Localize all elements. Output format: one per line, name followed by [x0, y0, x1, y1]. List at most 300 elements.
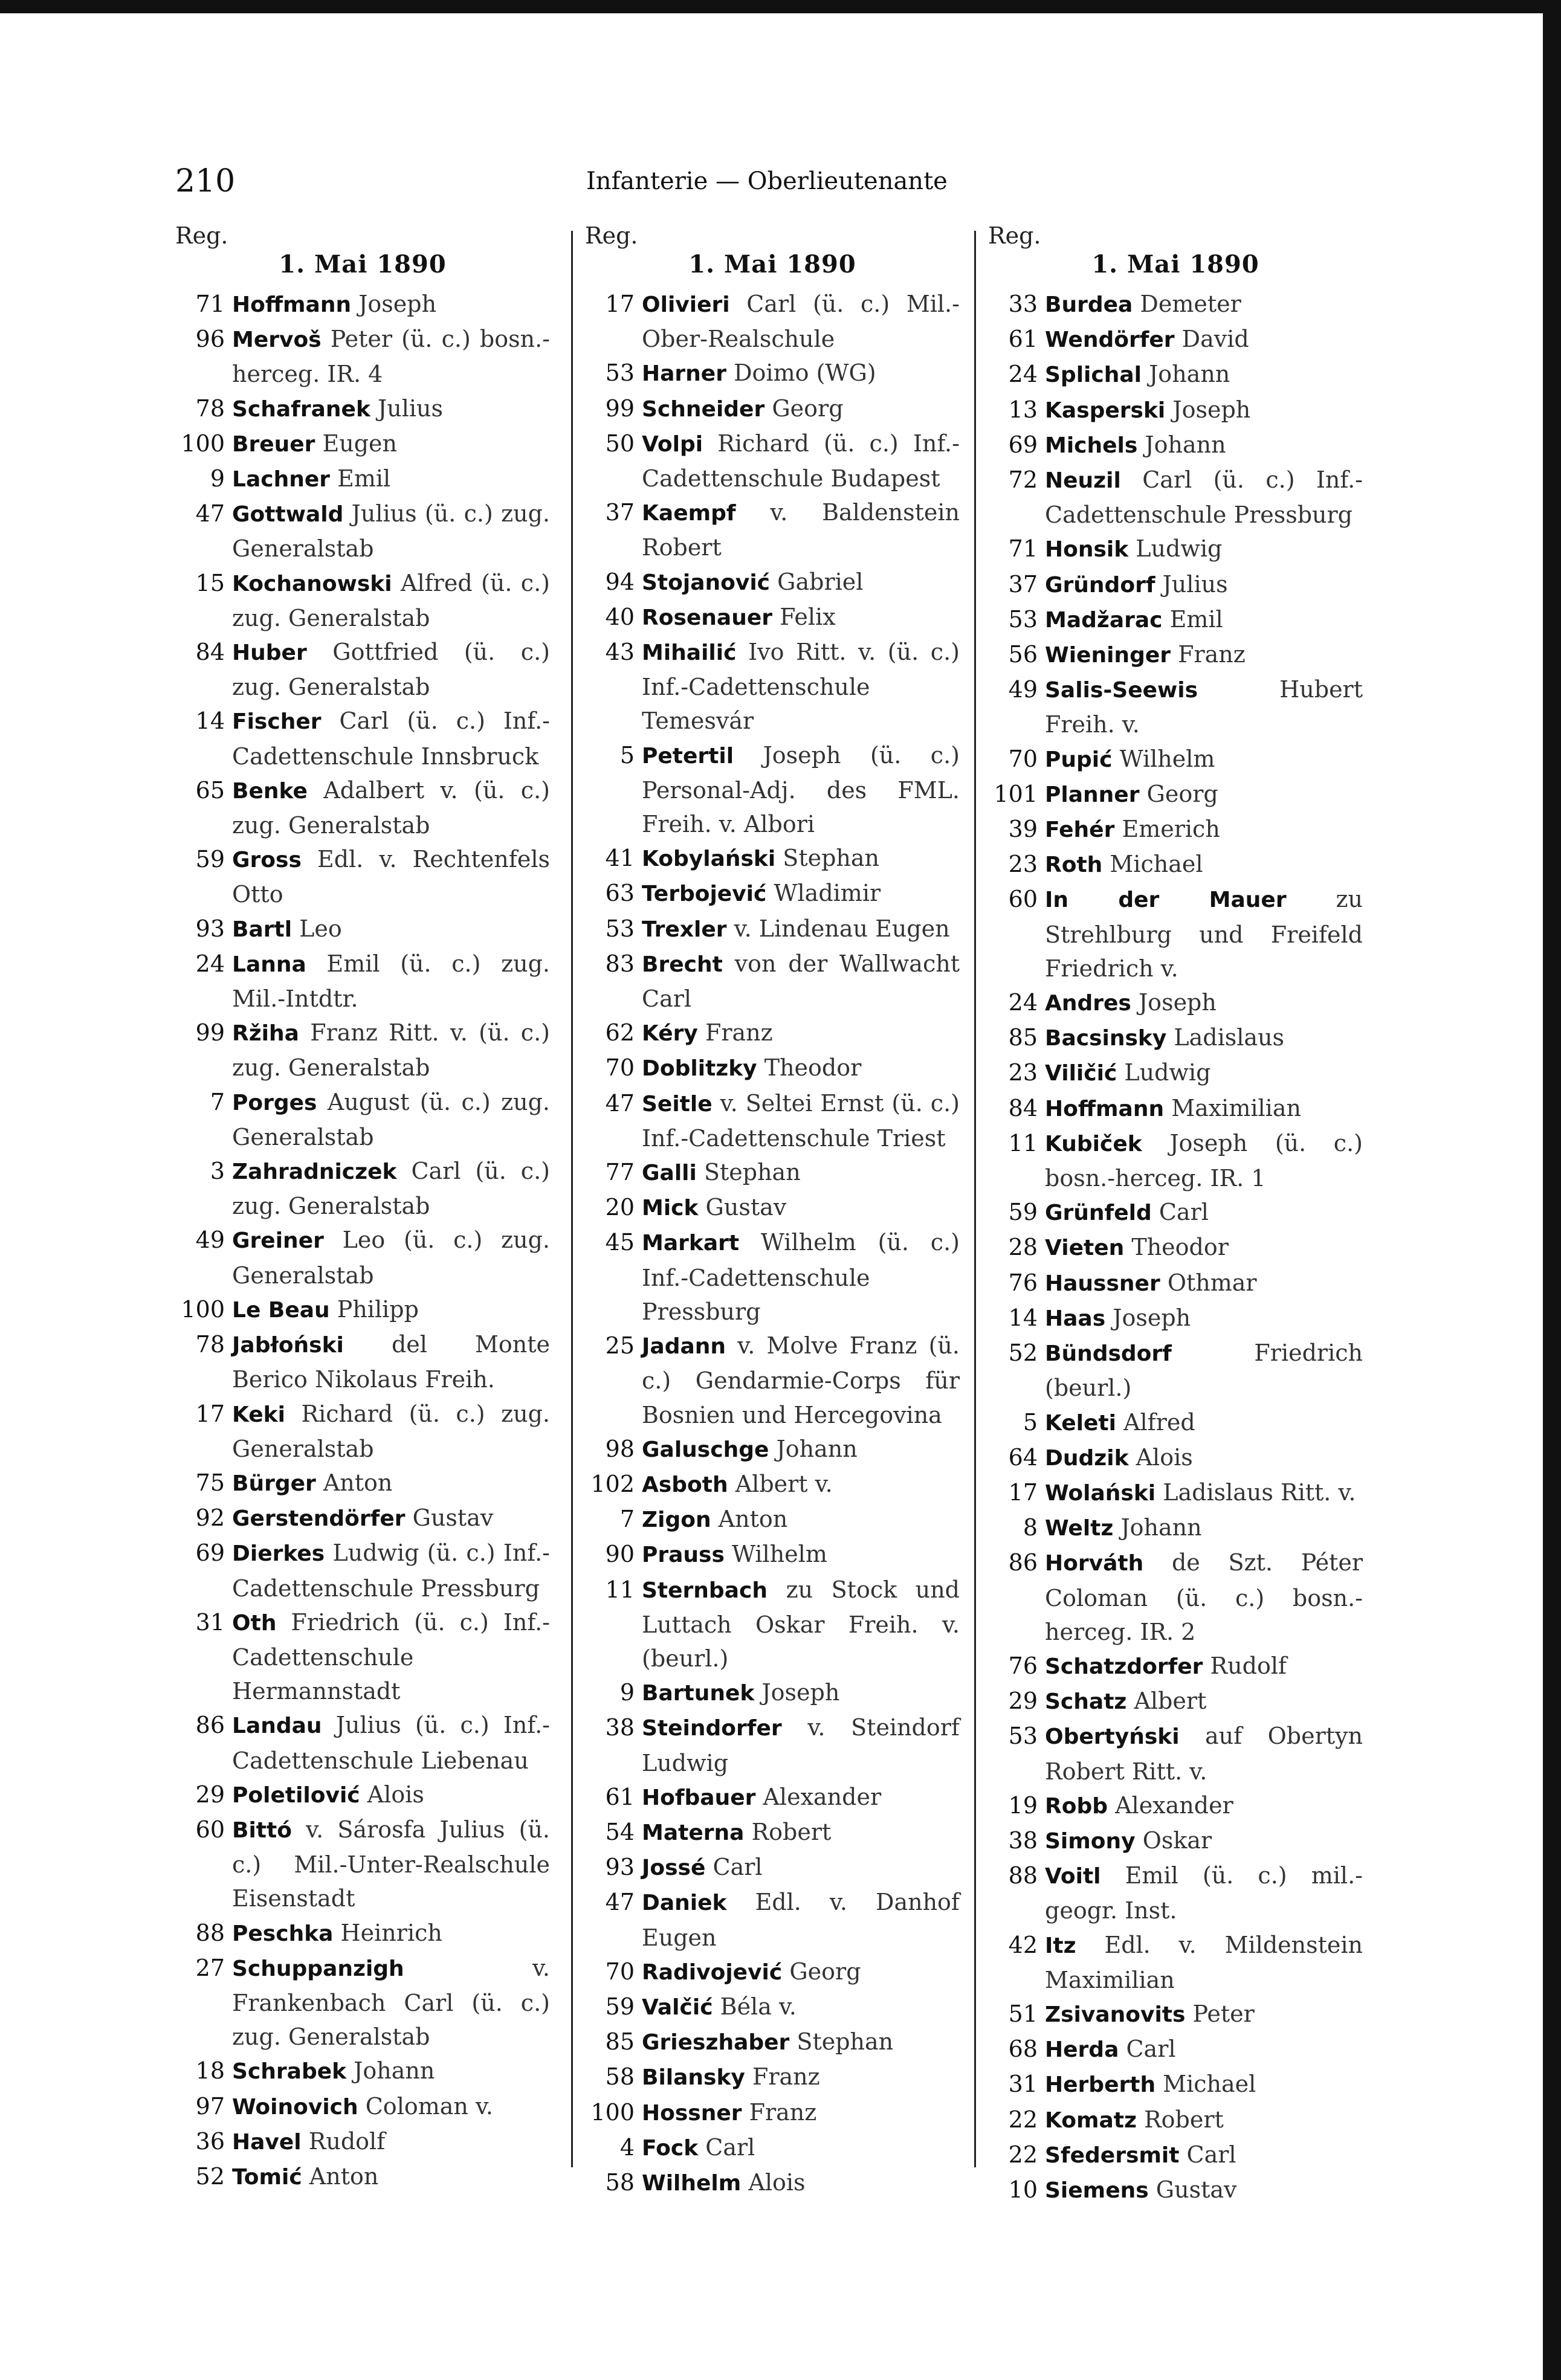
entry-text: [232, 1016, 550, 1085]
regiment-number: 68: [1008, 2036, 1038, 2063]
entry-row: [988, 602, 1363, 637]
officer-surname: Jossé: [642, 1856, 706, 1881]
officer-details: von der Wallwacht Carl: [642, 950, 960, 1013]
entry-row: [175, 1154, 550, 1223]
officer-surname: Wendörfer: [1045, 327, 1175, 353]
entry-row: [988, 847, 1363, 882]
officer-details: Carl: [705, 2133, 755, 2161]
officer-surname: Komatz: [1045, 2107, 1137, 2133]
officer-surname: Hoffmann: [1045, 1096, 1165, 1121]
entry-row: [988, 1475, 1363, 1511]
officer-surname: Bartl: [232, 917, 292, 942]
officer-details: Joseph: [761, 1679, 840, 1706]
regiment-number: 33: [1008, 291, 1038, 317]
regiment-number: 61: [605, 1783, 635, 1810]
scan-border-right: [1543, 0, 1561, 2380]
regiment-number: 84: [1008, 1094, 1038, 1121]
entry-row: [585, 1225, 960, 1329]
column-middle: [585, 222, 960, 2201]
entry-row: [988, 1336, 1363, 1405]
regiment-number: 56: [1008, 641, 1038, 668]
officer-surname: Valčić: [642, 1995, 713, 2020]
entry-text: [232, 912, 550, 947]
entry-row: [988, 742, 1363, 777]
entry-text: [1045, 1684, 1363, 1719]
officer-details: Doimo (WG): [734, 360, 876, 387]
entry-row: [585, 1711, 960, 1779]
regiment-number: 100: [181, 1295, 225, 1323]
officer-surname: Pupić: [1045, 747, 1113, 772]
regiment-number: 7: [210, 1088, 225, 1115]
regiment-number: 76: [1008, 1652, 1038, 1679]
regiment-number: 100: [181, 430, 225, 457]
officer-details: Béla v.: [720, 1993, 797, 2020]
entry-text: [1045, 777, 1363, 812]
entry-text: [1045, 672, 1363, 741]
entry-text: [642, 1780, 960, 1815]
officer-details: Albert: [1134, 1688, 1207, 1715]
entry-row: [585, 1815, 960, 1850]
regiment-number: 45: [605, 1229, 635, 1256]
officer-surname: Burdea: [1045, 292, 1133, 317]
entry-text: [232, 1466, 550, 1501]
entry-row: [175, 322, 550, 391]
entry-text: [232, 1813, 550, 1916]
regiment-number: 90: [605, 1541, 635, 1568]
regiment-number: 78: [195, 395, 225, 422]
running-head: Infanterie — Oberlieutenante: [586, 167, 948, 195]
entry-text: [1045, 1440, 1363, 1475]
entry-text: [232, 1708, 550, 1777]
entry-row: [585, 841, 960, 876]
entry-row: [175, 1085, 550, 1154]
entry-text: [232, 2159, 550, 2195]
regiment-number: 36: [195, 2127, 225, 2155]
officer-details: Emil: [1169, 605, 1223, 633]
officer-details: Eugen: [322, 430, 398, 457]
officer-surname: Splichal: [1045, 363, 1142, 388]
entry-row: [175, 773, 550, 842]
entry-text: [642, 635, 960, 738]
entry-list: [988, 287, 1363, 2208]
entry-text: [232, 427, 550, 462]
officer-surname: Wilhelm: [642, 2170, 742, 2196]
entry-row: [175, 566, 550, 635]
regiment-number: 69: [1008, 431, 1038, 458]
entry-text: [232, 947, 550, 1016]
date-heading: 1. Mai 1890: [279, 250, 447, 279]
officer-details: Carl: [1159, 1199, 1209, 1226]
officer-details: Adalbert v. (ü. c.) zug. Generalstab: [232, 776, 550, 839]
regiment-number: 17: [1008, 1479, 1038, 1506]
reg-label: Reg.: [988, 222, 1041, 249]
regiment-number: 78: [195, 1331, 225, 1358]
officer-surname: Haas: [1045, 1306, 1106, 1331]
officer-surname: In der Mauer: [1045, 888, 1287, 913]
officer-details: Georg: [1146, 780, 1218, 807]
entry-text: [1045, 2067, 1363, 2102]
officer-surname: Greiner: [232, 1228, 324, 1254]
entry-list: [585, 287, 960, 2201]
entry-row: [988, 1195, 1363, 1230]
entry-row: [585, 1051, 960, 1086]
entry-text: [642, 2166, 960, 2201]
officer-details: Joseph: [1113, 1304, 1191, 1331]
officer-surname: Kaempf: [642, 501, 736, 526]
entry-row: [175, 1916, 550, 1951]
officer-details: Johann: [354, 2057, 435, 2085]
entry-row: [988, 1546, 1363, 1649]
officer-details: Franz: [1178, 641, 1246, 668]
officer-details: Coloman v.: [365, 2092, 493, 2120]
regiment-number: 62: [605, 1019, 635, 1046]
entry-text: [1045, 882, 1363, 985]
regiment-number: 70: [1008, 745, 1038, 772]
officer-details: Ivo Ritt. v. (ü. c.) Inf.-Cadettenschule Temesvár: [642, 639, 960, 735]
entry-text: [642, 1850, 960, 1885]
officer-details: Emil (ü. c.) zug. Mil.-Intdtr.: [232, 950, 550, 1013]
entry-text: [232, 1501, 550, 1536]
entry-text: [1045, 1195, 1363, 1230]
entry-row: [988, 2067, 1363, 2102]
entry-row: [988, 1126, 1363, 1195]
regiment-number: 14: [1008, 1304, 1038, 1331]
regiment-number: 29: [1008, 1688, 1038, 1715]
officer-surname: Kubiček: [1045, 1131, 1142, 1156]
regiment-number: 100: [590, 2098, 635, 2126]
entry-text: [1045, 567, 1363, 602]
officer-details: Franz Ritt. v. (ü. c.) zug. Generalstab: [232, 1019, 550, 1082]
entry-row: [175, 2124, 550, 2159]
officer-surname: Dudzik: [1045, 1445, 1129, 1471]
officer-details: Julius (ü. c.) Inf.-Cadettenschule Liebenau: [232, 1712, 550, 1774]
officer-surname: Tomić: [232, 2164, 302, 2190]
entry-row: [988, 322, 1363, 357]
regiment-number: 24: [195, 950, 225, 977]
regiment-number: 53: [605, 360, 635, 387]
entry-text: [1045, 1788, 1363, 1824]
entry-row: [988, 1301, 1363, 1336]
regiment-number: 38: [1008, 1827, 1038, 1854]
entry-row: [988, 393, 1363, 428]
entry-text: [1045, 812, 1363, 847]
officer-surname: Hossner: [642, 2100, 742, 2126]
regiment-number: 14: [195, 708, 225, 735]
entry-row: [988, 1056, 1363, 1091]
regiment-number: 75: [195, 1469, 225, 1496]
entry-row: [175, 392, 550, 427]
officer-surname: Seitle: [642, 1091, 713, 1117]
regiment-number: 53: [1008, 1723, 1038, 1750]
entry-text: [642, 841, 960, 876]
entry-row: [988, 357, 1363, 392]
officer-details: Robert: [1144, 2106, 1224, 2133]
regiment-number: 59: [605, 1993, 635, 2020]
regiment-number: 64: [1008, 1443, 1038, 1471]
regiment-number: 9: [210, 465, 225, 492]
officer-details: Alois: [748, 2169, 806, 2196]
regiment-number: 88: [195, 1919, 225, 1946]
regiment-number: 51: [1008, 2000, 1038, 2027]
entry-row: [585, 1329, 960, 1432]
entry-row: [585, 1780, 960, 1815]
regiment-number: 84: [195, 639, 225, 666]
entry-text: [642, 1537, 960, 1572]
regiment-number: 70: [605, 1054, 635, 1082]
entry-text: [1045, 1230, 1363, 1265]
officer-details: Johann: [1120, 1514, 1202, 1541]
entry-row: [175, 947, 550, 1016]
entry-text: [1045, 2032, 1363, 2067]
entry-text: [1045, 428, 1363, 463]
entry-row: [585, 1467, 960, 1502]
officer-surname: Ržiha: [232, 1021, 299, 1046]
entry-text: [1045, 1546, 1363, 1649]
entry-row: [175, 704, 550, 773]
entry-text: [1045, 1859, 1363, 1927]
regiment-number: 70: [605, 1958, 635, 1985]
regiment-number: 86: [1008, 1549, 1038, 1576]
entry-row: [988, 1684, 1363, 1719]
officer-surname: Grünfeld: [1045, 1201, 1152, 1226]
officer-surname: Keki: [232, 1402, 285, 1427]
entry-row: [175, 2159, 550, 2195]
regiment-number: 27: [195, 1954, 225, 1981]
entry-row: [585, 2166, 960, 2201]
officer-details: zu Strehlburg und Freifeld Friedrich v.: [1045, 886, 1363, 982]
entry-row: [988, 1859, 1363, 1927]
regiment-number: 13: [1008, 396, 1038, 423]
entry-text: [642, 2095, 960, 2130]
entry-text: [1045, 985, 1363, 1021]
officer-details: Rudolf: [308, 2127, 386, 2155]
officer-surname: Olivieri: [642, 292, 730, 317]
regiment-number: 43: [605, 639, 635, 666]
officer-surname: Peschka: [232, 1921, 334, 1946]
officer-surname: Haussner: [1045, 1271, 1160, 1296]
officer-surname: Planner: [1045, 782, 1140, 807]
officer-surname: Le Beau: [232, 1297, 330, 1323]
entry-row: [585, 1990, 960, 2025]
entry-row: [585, 1850, 960, 1885]
entry-text: [1045, 637, 1363, 672]
entry-row: [988, 532, 1363, 567]
officer-details: Richard (ü. c.) Inf.-Cadettenschule Budapest: [642, 430, 960, 492]
regiment-number: 94: [605, 568, 635, 595]
entry-text: [232, 1223, 550, 1292]
entry-row: [175, 1708, 550, 1777]
officer-details: Emerich: [1122, 816, 1220, 843]
entry-text: [1045, 742, 1363, 777]
entry-text: [1045, 2173, 1363, 2208]
officer-details: Anton: [718, 1506, 788, 1533]
entry-row: [585, 1955, 960, 1990]
entry-text: [642, 2060, 960, 2095]
entry-row: [988, 777, 1363, 812]
entry-text: [1045, 357, 1363, 392]
entry-text: [642, 1432, 960, 1467]
entry-row: [988, 2103, 1363, 2138]
officer-details: Georg: [789, 1958, 861, 1985]
officer-details: Joseph (ü. c.) bosn.-herceg. IR. 1: [1045, 1129, 1363, 1192]
entry-row: [585, 2130, 960, 2166]
regiment-number: 19: [1008, 1791, 1038, 1819]
entry-row: [988, 637, 1363, 672]
officer-details: Alfred (ü. c.) zug. Generalstab: [232, 569, 550, 631]
officer-surname: Kobylański: [642, 847, 776, 872]
entry-text: [1045, 1301, 1363, 1336]
entry-text: [1045, 1091, 1363, 1126]
regiment-number: 15: [195, 569, 225, 596]
officer-surname: Horváth: [1045, 1551, 1144, 1576]
officer-surname: Voitl: [1045, 1864, 1101, 1889]
entry-row: [175, 287, 550, 322]
regiment-number: 29: [195, 1781, 225, 1808]
entry-row: [585, 1190, 960, 1225]
regiment-number: 83: [605, 950, 635, 977]
entry-text: [1045, 287, 1363, 322]
officer-details: Ludwig: [1124, 1059, 1211, 1086]
entry-text: [1045, 1126, 1363, 1195]
regiment-number: 77: [605, 1159, 635, 1186]
entry-row: [988, 1091, 1363, 1126]
officer-details: Alexander: [763, 1783, 882, 1810]
officer-surname: Schuppanzigh: [232, 1956, 404, 1981]
officer-surname: Schatzdorfer: [1045, 1654, 1203, 1679]
officer-surname: Schrabek: [232, 2059, 347, 2085]
entry-text: [642, 495, 960, 564]
officer-details: Peter: [1192, 2000, 1255, 2027]
officer-details: Edl. v. Mildenstein Maximilian: [1045, 1931, 1363, 1993]
entry-text: [232, 462, 550, 497]
officer-details: Wilhelm: [732, 1541, 827, 1568]
officer-details: v. Sárosfa Julius (ü. c.) Mil.-Unter-Realschule Eisenstadt: [232, 1816, 550, 1912]
regiment-number: 11: [1008, 1129, 1038, 1156]
officer-surname: Madžarac: [1045, 607, 1163, 633]
entry-row: [988, 882, 1363, 985]
entry-text: [232, 2124, 550, 2159]
regiment-number: 88: [1008, 1862, 1038, 1889]
officer-surname: Schafranek: [232, 396, 370, 422]
entry-row: [988, 2138, 1363, 2173]
officer-surname: Herberth: [1045, 2072, 1156, 2098]
regiment-number: 24: [1008, 989, 1038, 1016]
officer-details: Othmar: [1167, 1269, 1257, 1296]
entry-text: [1045, 1511, 1363, 1546]
entry-text: [642, 1990, 960, 2025]
entry-row: [175, 1605, 550, 1709]
officer-details: v. Baldenstein Robert: [642, 499, 960, 561]
regiment-number: 50: [605, 430, 635, 457]
officer-surname: Woinovich: [232, 2094, 358, 2120]
entry-row: [988, 1928, 1363, 1997]
officer-surname: Bartunek: [642, 1681, 755, 1706]
entry-text: [642, 392, 960, 427]
regiment-number: 59: [1008, 1199, 1038, 1226]
document-page: [0, 13, 1543, 2380]
officer-details: Franz: [752, 2063, 820, 2091]
column-divider: [974, 231, 976, 2167]
officer-surname: Kochanowski: [232, 571, 392, 596]
regiment-number: 93: [195, 915, 225, 942]
officer-surname: Salis-Seewis: [1045, 678, 1198, 703]
officer-details: Julius (ü. c.) zug. Generalstab: [232, 500, 550, 563]
entry-text: [232, 773, 550, 842]
entry-text: [642, 1675, 960, 1711]
officer-details: Richard (ü. c.) zug. Generalstab: [232, 1400, 550, 1462]
officer-surname: Lachner: [232, 467, 330, 492]
officer-surname: Fock: [642, 2135, 699, 2161]
officer-details: Michael: [1110, 851, 1203, 878]
entry-text: [232, 2089, 550, 2124]
officer-surname: Sternbach: [642, 1578, 768, 1603]
entry-row: [585, 1155, 960, 1190]
officer-surname: Poletilović: [232, 1782, 360, 1808]
officer-surname: Robb: [1045, 1793, 1108, 1819]
officer-surname: Bilansky: [642, 2065, 745, 2091]
regiment-number: 85: [605, 2028, 635, 2056]
officer-details: Rudolf: [1210, 1652, 1287, 1679]
entry-text: [642, 876, 960, 911]
regiment-number: 58: [605, 2169, 635, 2196]
entry-row: [585, 1537, 960, 1572]
regiment-number: 28: [1008, 1234, 1038, 1261]
officer-surname: Simony: [1045, 1828, 1136, 1854]
officer-details: Theodor: [764, 1054, 862, 1082]
entry-text: [232, 842, 550, 911]
regiment-number: 58: [605, 2063, 635, 2091]
officer-details: Gustav: [412, 1504, 494, 1532]
entry-row: [175, 1327, 550, 1396]
regiment-number: 47: [605, 1089, 635, 1117]
officer-details: Wilhelm: [1119, 745, 1215, 772]
officer-details: v. Steindorf Ludwig: [642, 1714, 960, 1776]
entry-row: [988, 567, 1363, 602]
entry-row: [585, 287, 960, 356]
regiment-number: 98: [605, 1435, 635, 1462]
officer-details: Ludwig: [1136, 535, 1223, 563]
officer-surname: Neuzil: [1045, 468, 1121, 494]
officer-details: Gustav: [705, 1194, 787, 1221]
officer-surname: Volpi: [642, 431, 703, 457]
officer-details: Emil (ü. c.) mil.-geogr. Inst.: [1045, 1862, 1363, 1924]
entry-text: [232, 1916, 550, 1951]
regiment-number: 49: [1008, 676, 1038, 703]
entry-text: [232, 287, 550, 322]
officer-surname: Obertyński: [1045, 1724, 1180, 1750]
officer-surname: Gerstendörfer: [232, 1506, 406, 1532]
entry-text: [642, 2130, 960, 2166]
officer-surname: Rosenauer: [642, 605, 773, 630]
entry-row: [585, 1502, 960, 1537]
entry-text: [642, 1051, 960, 1086]
officer-surname: Daniek: [642, 1891, 727, 1916]
entry-row: [175, 1951, 550, 2054]
entry-row: [175, 427, 550, 462]
regiment-number: 99: [605, 395, 635, 422]
entry-row: [175, 1501, 550, 1536]
regiment-number: 59: [195, 846, 225, 873]
entry-text: [642, 1155, 960, 1190]
entry-text: [1045, 1649, 1363, 1684]
entry-row: [988, 1997, 1363, 2032]
regiment-number: 47: [195, 500, 225, 527]
regiment-number: 5: [619, 741, 635, 769]
entry-row: [175, 497, 550, 566]
regiment-number: 42: [1008, 1931, 1038, 1958]
entry-row: [988, 1021, 1363, 1056]
officer-surname: Porges: [232, 1090, 317, 1115]
